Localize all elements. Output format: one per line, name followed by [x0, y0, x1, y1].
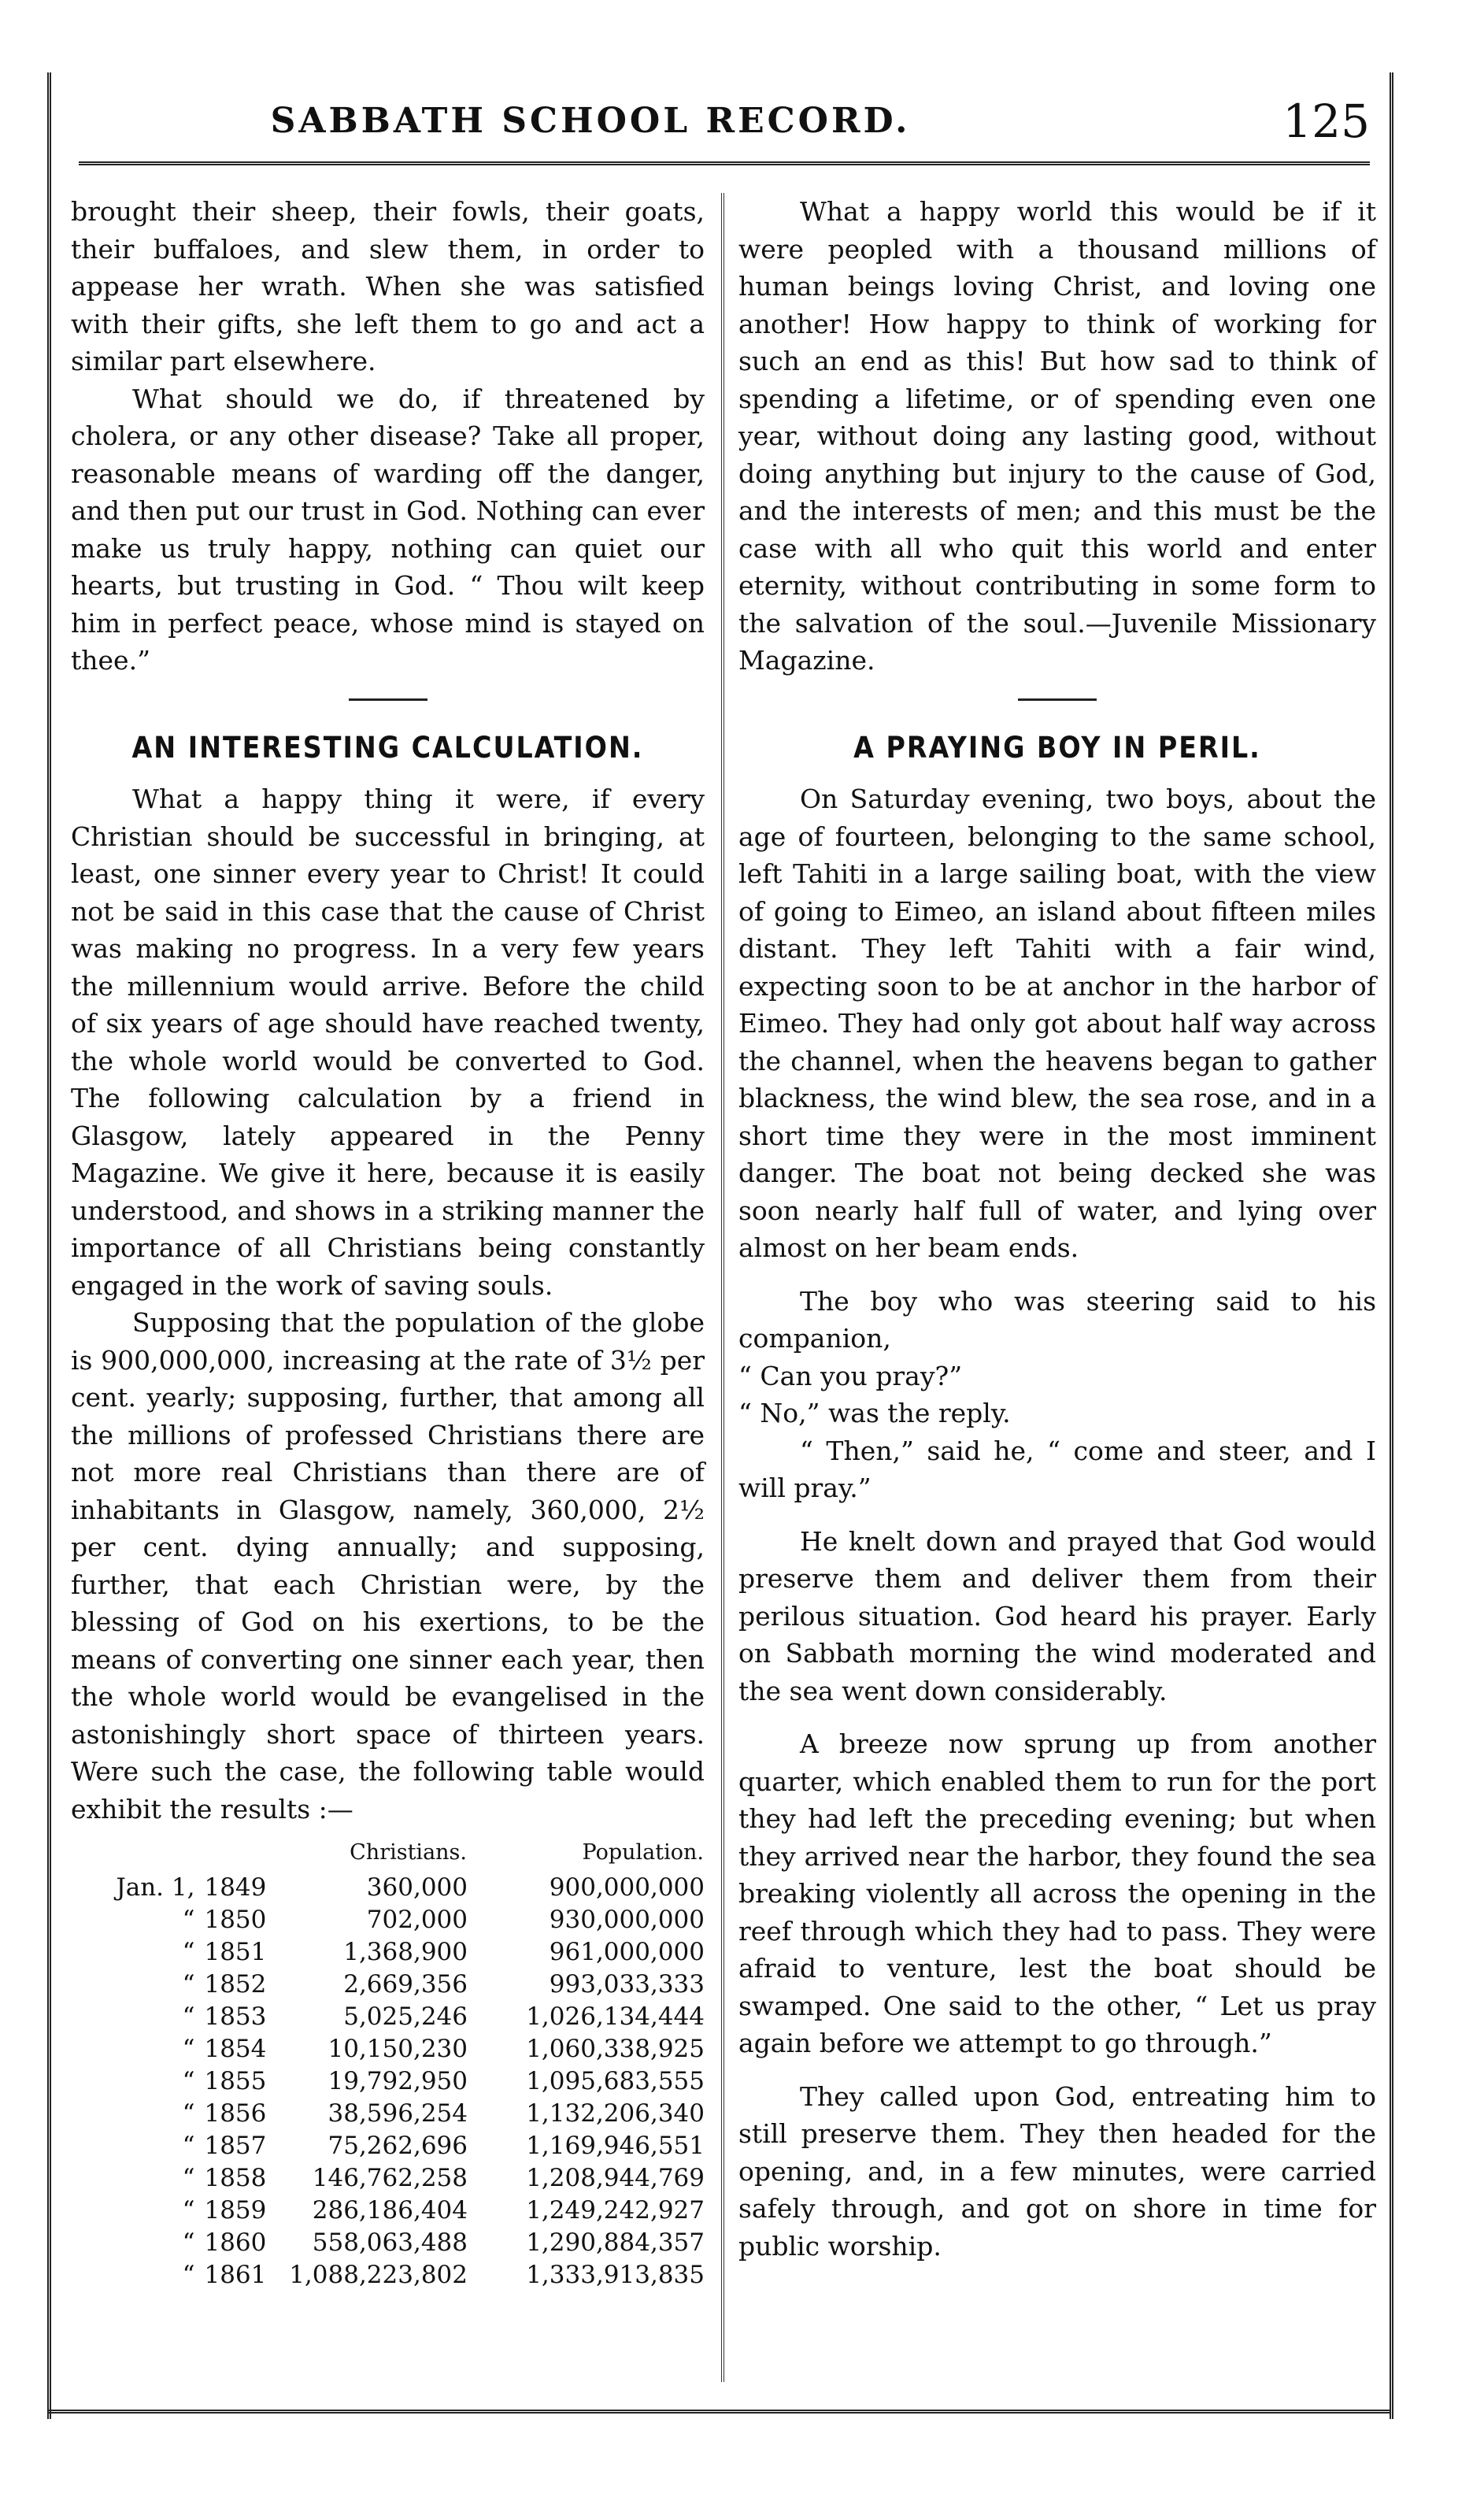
article-heading: A PRAYING BOY IN PERIL. [853, 730, 1261, 765]
table-row [71, 2227, 705, 2259]
cell-year: 1853 [204, 2002, 267, 2031]
table-row [71, 2033, 705, 2065]
cell-year: 1861 [204, 2261, 267, 2289]
cell-population: 1,060,338,925 [526, 2035, 705, 2063]
article-heading: AN INTERESTING CALCULATION. [131, 730, 644, 765]
cell-year: 1851 [204, 1938, 267, 1966]
cell-date: “ [182, 2132, 195, 2160]
cell-christians: 19,792,950 [328, 2067, 468, 2095]
table-row [71, 2195, 705, 2227]
header-rule [79, 161, 1370, 173]
cell-christians: 38,596,254 [328, 2099, 468, 2128]
cell-christians: 5,025,246 [343, 2002, 468, 2031]
table-row [71, 2130, 705, 2162]
quote-line: “ Can you pray?” [738, 1360, 963, 1391]
cell-population: 961,000,000 [549, 1938, 705, 1966]
paragraph: The boy who was steering said to his companion, [738, 1285, 1376, 1354]
cell-population: 1,169,946,551 [526, 2132, 705, 2160]
cell-population: 1,333,913,835 [526, 2261, 705, 2289]
running-title: SABBATH SCHOOL RECORD. [270, 101, 911, 141]
table-row [71, 1969, 705, 2001]
page-header [79, 94, 1370, 157]
cell-date: “ [182, 2099, 195, 2128]
cell-date: “ [182, 2002, 195, 2031]
cell-population: 1,026,134,444 [526, 2002, 705, 2031]
table-row [71, 1936, 705, 1969]
table-row [71, 2259, 705, 2291]
cell-christians: 286,186,404 [312, 2196, 468, 2225]
paragraph: What a happy world this would be if it were peopled with a thousand millions of human beings loving Christ, and loving one another! How happy to think of working for such an end as this! But how sad to think of spending a lifetime, or of spending even one year, without doing any lasting good, without doing anything but injury to the cause of God, and the interests of men; and this must be the case with all who quit this world and enter eternity, without contributing in some form to the salvation of the soul.—Juvenile Missionary Magazine. [738, 196, 1376, 676]
left-column [71, 193, 705, 2291]
cell-year: 1858 [204, 2164, 267, 2192]
paragraph: He knelt down and prayed that God would preserve them and deliver them from their perilous situation. God heard his prayer. Early on Sabbath morning the wind moderated and the sea went down considerably. [738, 1525, 1376, 1706]
cell-christians: 360,000 [366, 1873, 468, 1902]
cell-date: “ [182, 1906, 195, 1934]
cell-year: 1859 [204, 2196, 267, 2225]
cell-date: “ [182, 2261, 195, 2289]
cell-christians: 146,762,258 [312, 2164, 468, 2192]
cell-population: 930,000,000 [549, 1906, 705, 1934]
cell-population: 900,000,000 [549, 1873, 705, 1902]
footer-rule [47, 2410, 1390, 2421]
cell-christians: 1,088,223,802 [289, 2261, 468, 2289]
column-header [71, 1836, 204, 1872]
cell-date: “ [182, 2196, 195, 2225]
cell-christians: 1,368,900 [343, 1938, 468, 1966]
table-header-row [71, 1836, 705, 1872]
cell-date: Jan. 1, [116, 1873, 195, 1902]
cell-christians: 10,150,230 [328, 2035, 468, 2063]
table-row [71, 1904, 705, 1936]
paragraph: A breeze now sprung up from another quarter, which enabled them to run for the port they had left the preceding evening; but when they arrived near the harbor, they found the sea breaking violently all across the opening in the reef through which they had to pass. They were afraid to venture, lest the boat should be swamped. One said to the other, “ Let us pray again before we attempt to go through.” [738, 1728, 1376, 2058]
section-separator [1018, 698, 1097, 701]
cell-population: 1,132,206,340 [526, 2099, 705, 2128]
column-divider [721, 193, 728, 2382]
cell-date: “ [182, 2035, 195, 2063]
cell-population: 993,033,333 [549, 1970, 705, 1999]
table-row [71, 2065, 705, 2098]
paragraph: Supposing that the population of the globe is 900,000,000, increasing at the rate of 3½ per cent. yearly; supposing, further, that among all the millions of professed Christians there are not more real Christians than there are of inhabitants in Glasgow, namely, 360,000, 2½ per cent. dying annually; and supposing, further, that each Christian were, by the blessing of God on his exertions, to be the means of converting one sinner each year, then the whole world would be evangelised in the astonishingly short space of thirteen years. Were such the case, the following table would exhibit the results :— [71, 1307, 705, 1825]
paragraph: What should we do, if threatened by cholera, or any other disease? Take all proper, reasonable means of warding off the danger, and then put our trust in God. Nothing can ever make us truly happy, nothing can quiet our hearts, but trusting in God. “ Thou wilt keep him in perfect peace, whose mind is stayed on thee.” [71, 383, 705, 676]
column-header-population: Population. [582, 1840, 704, 1865]
quote-line: “ Then,” said he, “ come and steer, and I will pray.” [738, 1435, 1376, 1503]
cell-population: 1,290,884,357 [526, 2228, 705, 2257]
quote-line: “ No,” was the reply. [738, 1398, 1011, 1428]
page-number: 125 [1282, 94, 1370, 148]
cell-date: “ [182, 2228, 195, 2257]
cell-date: “ [182, 1970, 195, 1999]
paragraph: On Saturday evening, two boys, about the age of fourteen, belonging to the same school, left Tahiti in a large sailing boat, with the view of going to Eimeo, an island about fifteen miles distant. They left Tahiti with a fair wind, expecting soon to be at anchor in the harbor of Eimeo. They had only got about half way across the channel, when the heavens began to gather blackness, the wind blew, the sea rose, and in a short time they were in the most imminent danger. The boat not being decked she was soon nearly half full of water, and lying over almost on her beam ends. [738, 784, 1376, 1263]
column-header-christians: Christians. [350, 1840, 467, 1865]
cell-christians: 702,000 [366, 1906, 468, 1934]
cell-date: “ [182, 2067, 195, 2095]
cell-christians: 2,669,356 [343, 1970, 468, 1999]
table-row [71, 2098, 705, 2130]
right-column [738, 193, 1376, 2265]
calculation-table [71, 1836, 705, 2291]
cell-date: “ [182, 1938, 195, 1966]
cell-year: 1855 [204, 2067, 267, 2095]
cell-year: 1850 [204, 1906, 267, 1934]
section-separator [349, 698, 427, 701]
cell-christians: 75,262,696 [328, 2132, 468, 2160]
table-row [71, 1872, 705, 1904]
paragraph: They called upon God, entreating him to still preserve them. They then headed for the opening, and, in a few minutes, were carried safely through, and got on shore in time for public worship. [738, 2080, 1376, 2262]
column-header [204, 1836, 289, 1872]
cell-population: 1,095,683,555 [526, 2067, 705, 2095]
cell-year: 1857 [204, 2132, 267, 2160]
cell-year: 1849 [204, 1873, 267, 1902]
table-row [71, 2162, 705, 2195]
cell-year: 1854 [204, 2035, 267, 2063]
cell-date: “ [182, 2164, 195, 2192]
cell-population: 1,249,242,927 [526, 2196, 705, 2225]
cell-year: 1860 [204, 2228, 267, 2257]
cell-christians: 558,063,488 [312, 2228, 468, 2257]
cell-year: 1852 [204, 1970, 267, 1999]
paragraph: brought their sheep, their fowls, their goats, their buffaloes, and slew them, in order to appease her wrath. When she was satisfied with their gifts, she left them to go and act a similar part elsewhere. [71, 196, 705, 376]
cell-population: 1,208,944,769 [526, 2164, 705, 2192]
paragraph: What a happy thing it were, if every Christian should be successful in bringing, at least, one sinner every year to Christ! It could not be said in this case that the cause of Christ was making no progress. In a very few years the millennium would arrive. Before the child of six years of age should have reached twenty, the whole world would be converted to God. The following calculation by a friend in Glasgow, lately appeared in the Penny Magazine. We give it here, because it is easily understood, and shows in a striking manner the importance of all Christians being constantly engaged in the work of saving souls. [71, 784, 705, 1301]
table-row [71, 2001, 705, 2033]
cell-year: 1856 [204, 2099, 267, 2128]
